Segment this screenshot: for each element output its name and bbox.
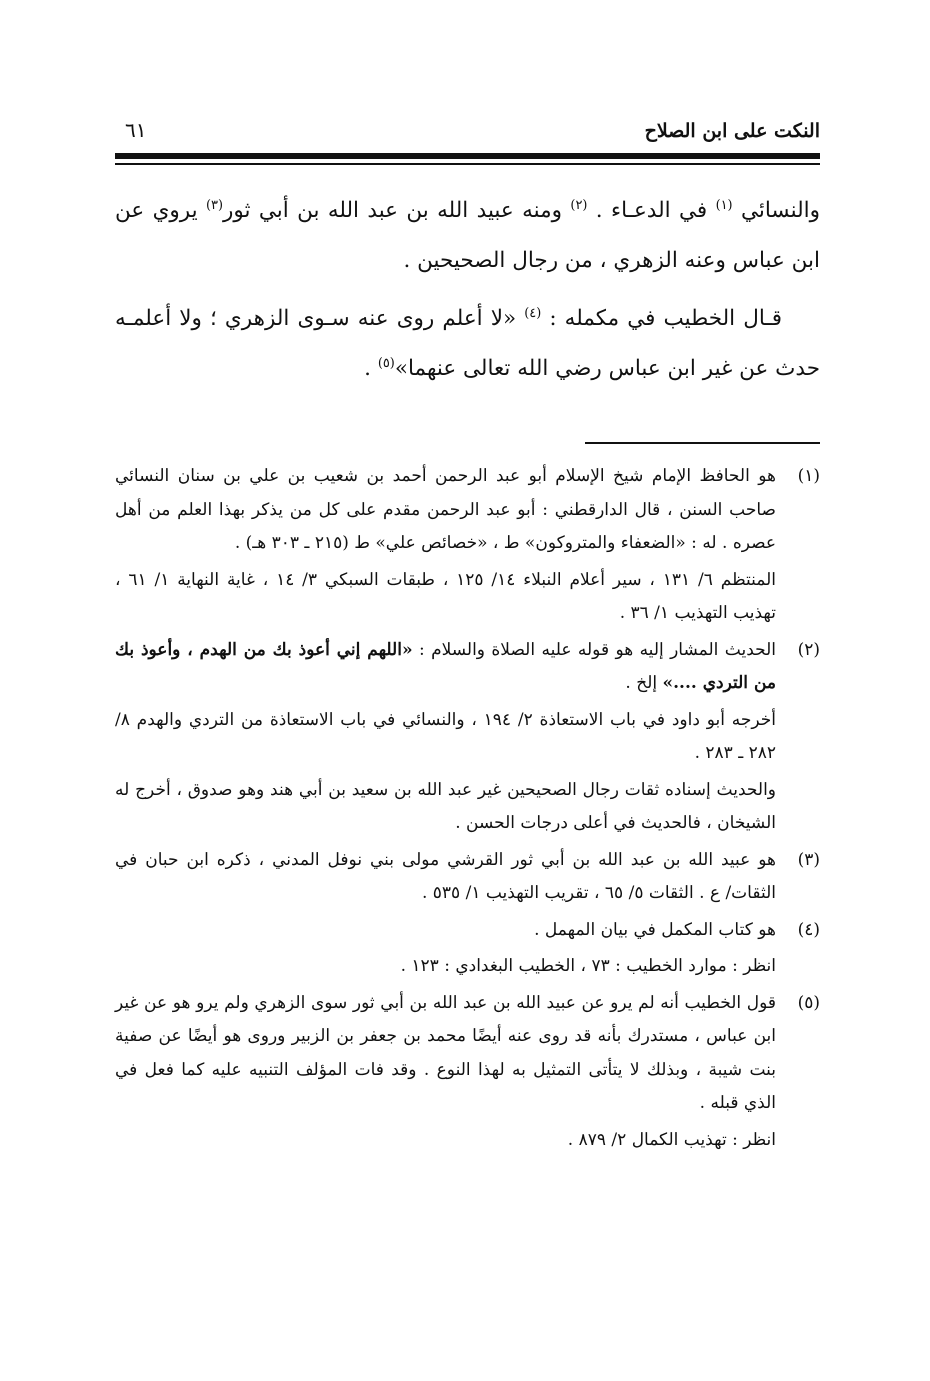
- footnote-body: هو الحافظ الإمام شيخ الإسلام أبو عبد الرحمن أحمد بن شعيب بن علي بن سنان النسائي صاحب السنن ، قال الدارقطني : أبو عبد الرحمن مقدم على كل من يذكر بهذا العلم من أهل عصره . له : «الضعفاء والمتروكون» ط ، «خصائص علي» ط (٢١٥ ـ ٣٠٣ هـ) . المنتظم ٦/ ١٣١ ، سير أعلام النبلاء ١٤/ ١٢٥ ، طبقات السبكي ٣/ ١٤ ، غاية النهاية ١/ ٦١ ، تهذيب التهذيب ١/ ٣٦ .: [115, 466, 777, 623]
- footnote-2: [115, 634, 820, 844]
- footnote-number: (٢): [797, 639, 820, 660]
- footnote-number: (٤): [797, 919, 820, 940]
- header-rule-thin: [115, 163, 820, 165]
- footnote-body: هو كتاب المكمل في بيان المهمل . انظر : موارد الخطيب : ٧٣ ، الخطيب البغدادي : ١٢٣ .: [400, 919, 776, 976]
- footnote-number: (٣): [797, 849, 820, 870]
- main-text: [115, 186, 820, 402]
- footnote-5: [115, 987, 820, 1161]
- hadith-quote: «اللهم إني أعوذ بك من الهدم ، وأعوذ بك من التردي ....»: [115, 639, 776, 693]
- footnote-1: [115, 460, 820, 634]
- footnote-body: قول الخطيب أنه لم يرو عن عبيد الله بن عبد الله بن أبي ثور سوى الزهري ولم يرو هو عن غير ابن عباس ، مستدرك بأنه قد روى عنه أيضًا محمد بن جعفر بن الزبير وروى هو أيضًا عن صفية بنت شيبة ، وبذلك لا يتأتى التمثيل به لهذا النوع . وقد فات المؤلف التنبيه عليه كما فعل في الذي قبله . انظر : تهذيب الكمال ٢/ ٨٧٩ .: [115, 992, 776, 1150]
- footnote-body: الحديث المشار إليه هو قوله عليه الصلاة والسلام : «اللهم إني أعوذ بك من الهدم ، وأعوذ بك من التردي ....» إلخ . أخرجه أبو داود في باب الاستعاذة ٢/ ١٩٤ ، والنسائي في باب الاستعاذة من التردي والهدم ٨/ ٢٨٢ ـ ٢٨٣ . والحديث إسناده ثقات رجال الصحيحين غير عبد الله بن سعيد بن أبي هند وهو صدوق ، أخرج له الشيخان ، فالحديث في أعلى درجات الحسن .: [115, 639, 776, 833]
- paragraph-1: والنسائي $^{(١)}$ في الدعـاء . $^{(٢)}$ ومنه عبيد الله بن عبد الله بن أبي ثور$^{(٣)}$ يروي عن ابن عباس وعنه الزهري ، من رجال الصحيحين .: [115, 197, 820, 273]
- footnote-ref-2: (٢): [570, 197, 588, 213]
- book-page: [115, 0, 820, 1381]
- footnotes: [115, 460, 820, 1160]
- footnote-4: [115, 914, 820, 987]
- running-title: النكت على ابن الصلاح: [644, 120, 820, 142]
- footnote-body: هو عبيد الله بن عبد الله بن أبي ثور القرشي مولى بني نوفل المدني ، ذكره ابن حبان في الثقات/ ع . الثقات ٥/ ٦٥ ، تقريب التهذيب ١/ ٥٣٥ .: [115, 849, 776, 903]
- footnote-number: (٥): [797, 992, 820, 1013]
- footnote-separator: [585, 442, 820, 444]
- footnote-ref-5: (٥): [377, 355, 395, 371]
- footnote-3: [115, 844, 820, 914]
- footnote-ref-1: (١): [715, 197, 733, 213]
- paragraph-2: قـال الخطيب في مكمله : $^{(٤)}$ «لا أعلم روى عنه سـوى الزهري ؛ ولا أعلمـه حدث عن غير ابن عباس رضي الله تعالى عنهما»$^{(٥)}$ .: [115, 305, 820, 381]
- footnote-ref-4: (٤): [524, 305, 542, 321]
- footnote-number: (١): [797, 466, 820, 486]
- running-header: [115, 112, 820, 152]
- footnote-ref-3: (٣): [206, 197, 224, 213]
- header-rule-thick: [115, 153, 820, 159]
- page-number: ٦١: [125, 118, 147, 142]
